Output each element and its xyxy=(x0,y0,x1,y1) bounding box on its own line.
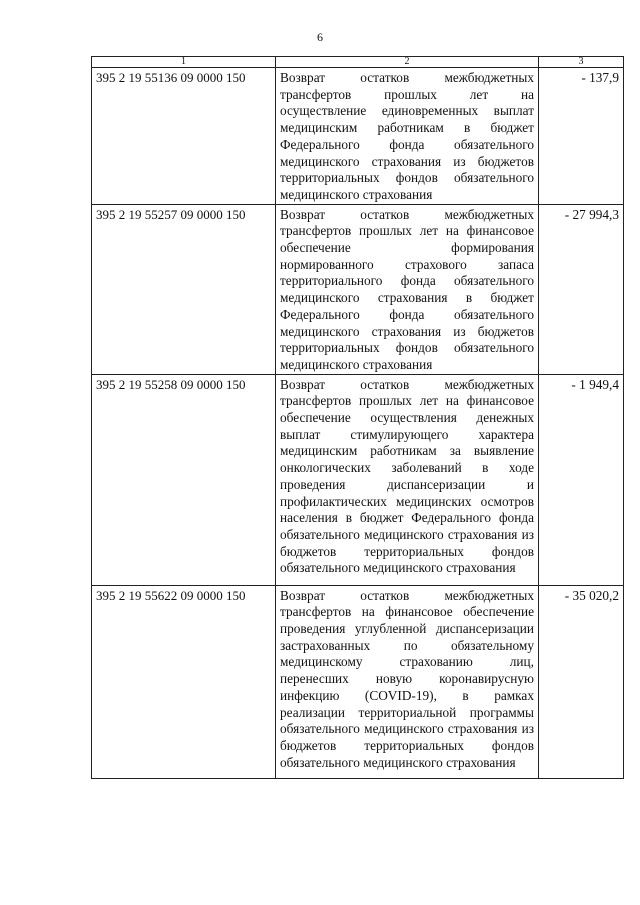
table-row xyxy=(92,204,624,374)
description: Возврат остатков межбюджетных трансфертов на финансовое обеспечение проведения углубленной диспансеризации застрахованных по обязательному медицинскому страхованию лиц, перенесших новую коронавирусную инфекцию (COVID-19), в рамках реализации территориальной программы обязательного медицинского страхования из бюджетов территориальных фондов обязательного медицинского страхования xyxy=(276,585,539,778)
table-row xyxy=(92,374,624,585)
table-body xyxy=(92,68,624,779)
budget-code: 395 2 19 55136 09 0000 150 xyxy=(92,68,276,205)
amount: - 35 020,2 xyxy=(539,585,624,778)
table-row xyxy=(92,68,624,205)
budget-code: 395 2 19 55258 09 0000 150 xyxy=(92,374,276,585)
budget-code: 395 2 19 55257 09 0000 150 xyxy=(92,204,276,374)
description: Возврат остатков межбюджетных трансфертов прошлых лет на финансовое обеспечение осуществления денежных выплат стимулирующего характера медицинским работникам за выявление онкологических заболеваний в ходе проведения диспансеризации и профилактических медицинских осмотров населения в бюджет Федерального фонда обязательного медицинского страхования из бюджетов территориальных фондов обязательного медицинского страхования xyxy=(276,374,539,585)
page-number: 6 xyxy=(317,30,323,44)
amount: - 137,9 xyxy=(539,68,624,205)
table-row xyxy=(92,585,624,778)
amount: - 1 949,4 xyxy=(539,374,624,585)
description: Возврат остатков межбюджетных трансфертов прошлых лет на осуществление единовременных выплат медицинским работникам в бюджет Федерального фонда обязательного медицинского страхования из бюджетов территориальных фондов обязательного медицинского страхования xyxy=(276,68,539,205)
budget-table xyxy=(91,56,624,779)
header-row xyxy=(92,57,624,68)
column-header-description: 2 xyxy=(276,57,539,68)
description: Возврат остатков межбюджетных трансфертов прошлых лет на финансовое обеспечение формирования нормированного страхового запаса территориального фонда обязательного медицинского страхования в бюджет Федерального фонда обязательного медицинского страхования из бюджетов территориальных фондов обязательного медицинского страхования xyxy=(276,204,539,374)
column-header-amount: 3 xyxy=(539,57,624,68)
column-header-code: 1 xyxy=(92,57,276,68)
table-header xyxy=(92,57,624,68)
amount: - 27 994,3 xyxy=(539,204,624,374)
budget-code: 395 2 19 55622 09 0000 150 xyxy=(92,585,276,778)
